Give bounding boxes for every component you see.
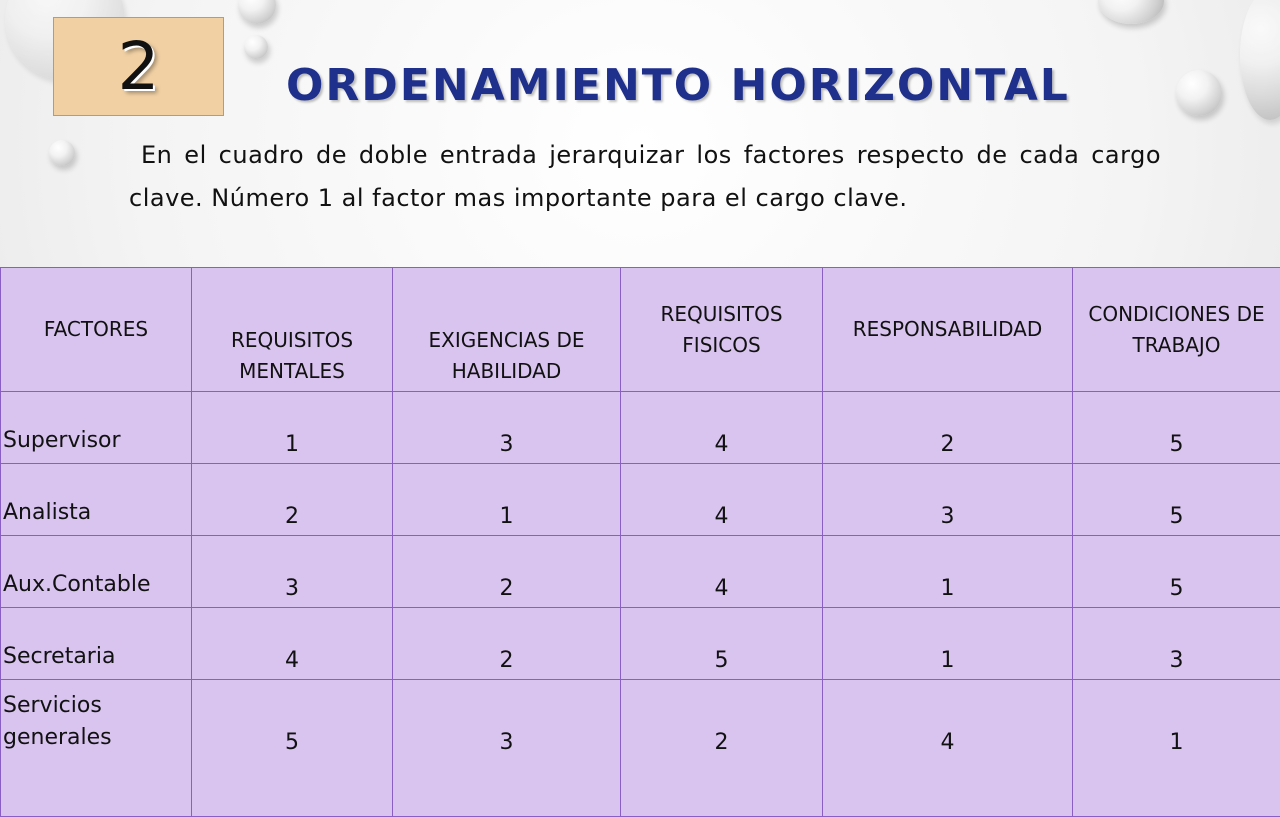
row-cargo: Aux.Contable [1, 536, 192, 608]
table-cell: 1 [393, 464, 621, 536]
table-cell: 3 [192, 536, 393, 608]
table-cell: 3 [823, 464, 1073, 536]
table-cell: 3 [1073, 608, 1280, 680]
row-cargo: Secretaria [1, 608, 192, 680]
table-cell: 2 [621, 680, 823, 817]
table-row [1, 464, 1280, 536]
table-row [1, 536, 1280, 608]
column-header-requisitos-mentales: REQUISITOS MENTALES [192, 268, 393, 392]
table-row [1, 392, 1280, 464]
table-cell: 4 [192, 608, 393, 680]
slide-title: ORDENAMIENTO HORIZONTAL [286, 60, 1086, 111]
table-cell: 4 [621, 392, 823, 464]
table-cell: 1 [1073, 680, 1280, 817]
table-row [1, 680, 1280, 817]
table-cell: 2 [393, 536, 621, 608]
table-cell: 5 [1073, 392, 1280, 464]
row-cargo: Servicios generales [1, 680, 192, 817]
table-cell: 2 [823, 392, 1073, 464]
table-cell: 5 [621, 608, 823, 680]
table-cell: 5 [192, 680, 393, 817]
slide-description: En el cuadro de doble entrada jerarquizar los factores respecto de cada cargo clave. Número 1 al factor mas importante para el cargo clave. [129, 134, 1161, 220]
column-header-requisitos-fisicos: REQUISITOS FISICOS [621, 268, 823, 392]
table-cell: 5 [1073, 464, 1280, 536]
water-drop-decoration [238, 0, 276, 24]
table-cell: 3 [393, 680, 621, 817]
table-header-row [1, 268, 1280, 392]
table-cell: 4 [621, 536, 823, 608]
table-cell: 1 [823, 608, 1073, 680]
table-cell: 1 [823, 536, 1073, 608]
slide-number: 2 [118, 28, 160, 105]
table-cell: 2 [393, 608, 621, 680]
table-cell: 4 [621, 464, 823, 536]
row-cargo: Analista [1, 464, 192, 536]
row-cargo: Supervisor [1, 392, 192, 464]
water-drop-decoration [1176, 70, 1222, 116]
water-drop-decoration [1098, 0, 1164, 24]
water-drop-decoration [244, 35, 268, 59]
column-header-factores: FACTORES [1, 268, 192, 392]
column-header-exigencias-habilidad: EXIGENCIAS DE HABILIDAD [393, 268, 621, 392]
table-cell: 2 [192, 464, 393, 536]
water-drop-decoration [1240, 0, 1280, 120]
column-header-condiciones-trabajo: CONDICIONES DE TRABAJO [1073, 268, 1280, 392]
table-cell: 4 [823, 680, 1073, 817]
slide-number-badge [53, 17, 224, 116]
table-row [1, 608, 1280, 680]
column-header-responsabilidad: RESPONSABILIDAD [823, 268, 1073, 392]
water-drop-decoration [49, 140, 75, 166]
table-cell: 5 [1073, 536, 1280, 608]
ranking-table [0, 267, 1280, 817]
table-cell: 3 [393, 392, 621, 464]
table-cell: 1 [192, 392, 393, 464]
